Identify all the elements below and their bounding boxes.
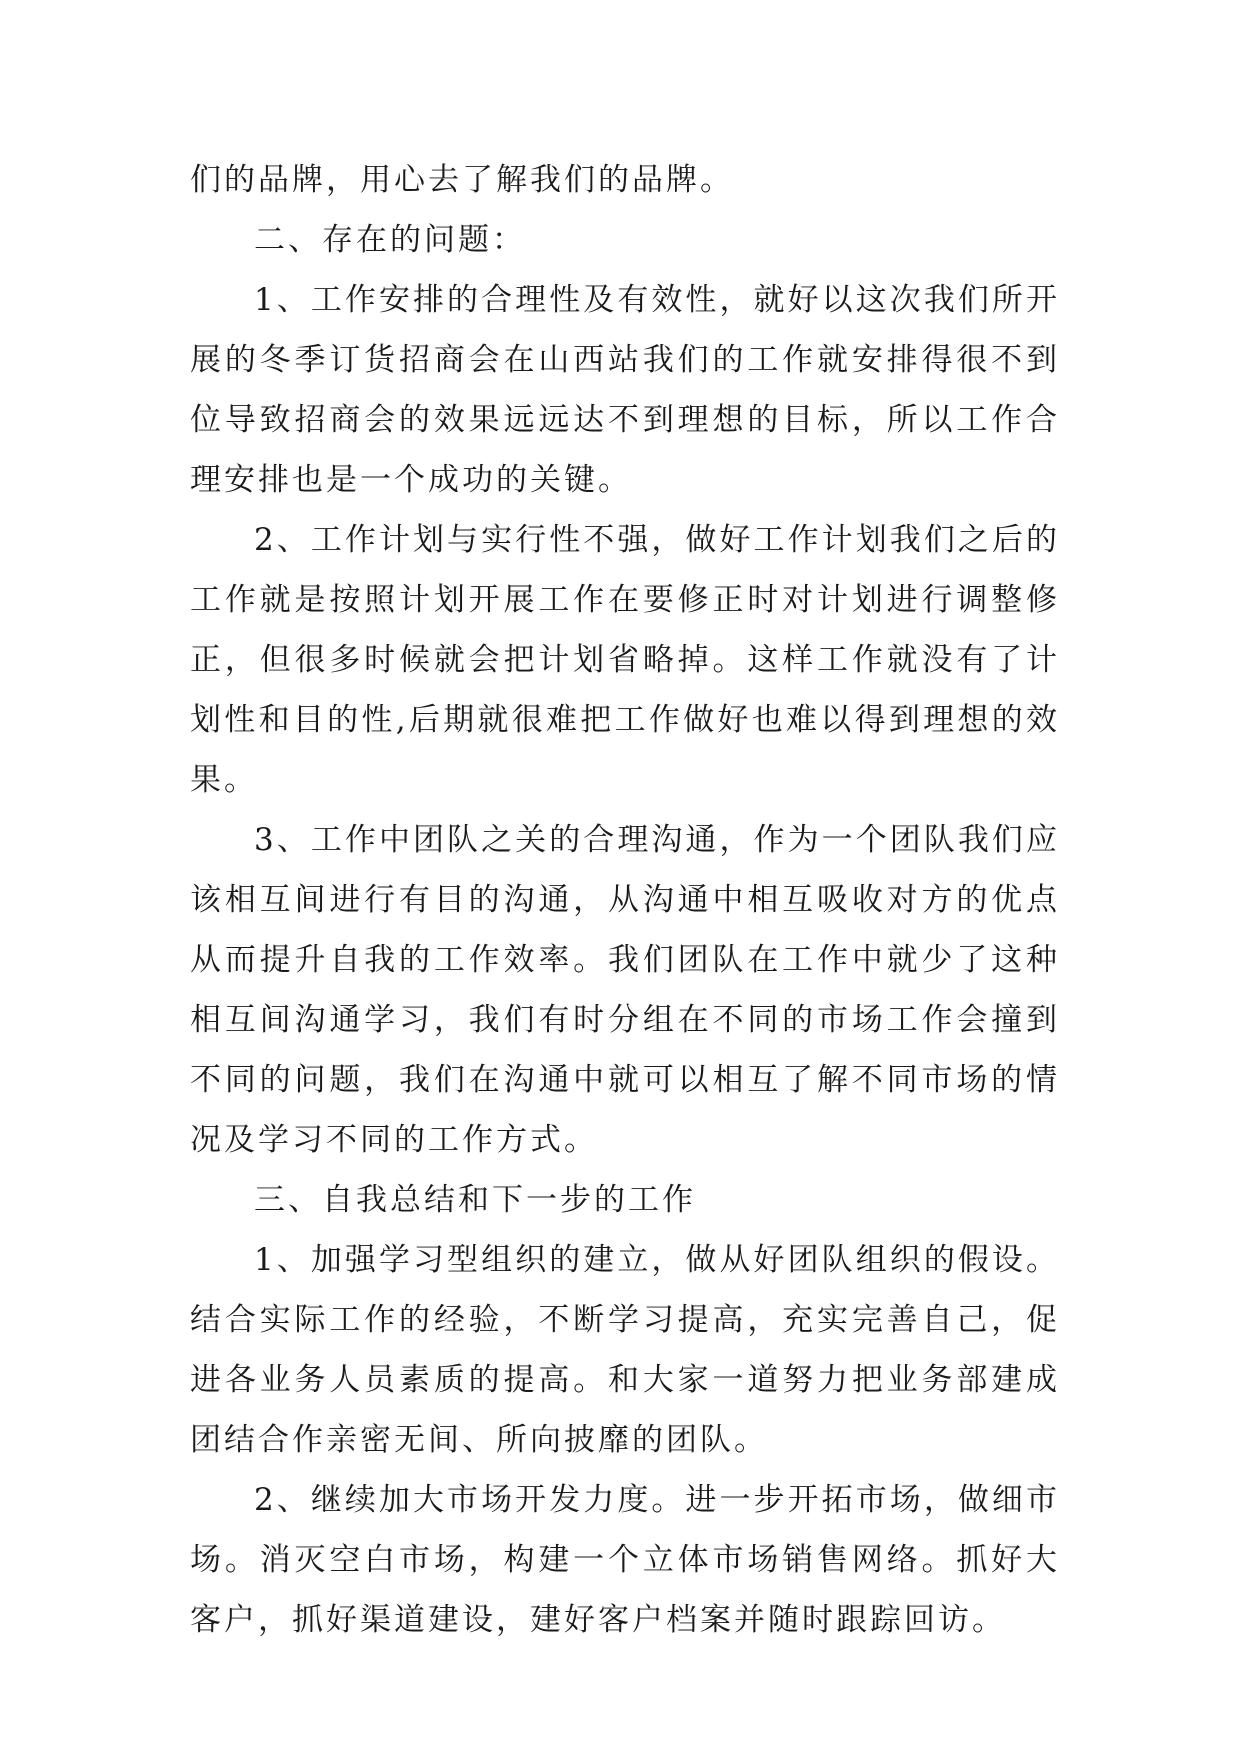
- paragraph-problem-3: 3、工作中团队之关的合理沟通，作为一个团队我们应该相互间进行有目的沟通，从沟通中相互吸收对方的优点从而提升自我的工作效率。我们团队在工作中就少了这种相互间沟通学习，我们有时分组在不同的市场工作会撞到不同的问题，我们在沟通中就可以相互了解不同市场的情况及学习不同的工作方式。: [190, 822, 1060, 1158]
- paragraph-problem-2: 2、工作计划与实行性不强，做好工作计划我们之后的工作就是按照计划开展工作在要修正时对计划进行调整修正，但很多时候就会把计划省略掉。这样工作就没有了计划性和目的性,后期就很难把工作做好也难以得到理想的效果。: [190, 522, 1060, 798]
- paragraph-continuation: 们的品牌，用心去了解我们的品牌。: [190, 162, 734, 198]
- section-heading-summary: 三、自我总结和下一步的工作: [254, 1182, 696, 1218]
- paragraph-problem-1: 1、工作安排的合理性及有效性，就好以这次我们所开展的冬季订货招商会在山西站我们的工作就安排得很不到位导致招商会的效果远远达不到理想的目标，所以工作合理安排也是一个成功的关键。: [190, 282, 1060, 498]
- section-heading-problems: 二、存在的问题：: [254, 222, 526, 258]
- document-body: [190, 150, 1060, 1650]
- paragraph-plan-1: 1、加强学习型组织的建立，做从好团队组织的假设。结合实际工作的经验，不断学习提高，充实完善自己，促进各业务人员素质的提高。和大家一道努力把业务部建成团结合作亲密无间、所向披靡的团队。: [190, 1242, 1060, 1458]
- paragraph-plan-2: 2、继续加大市场开发力度。进一步开拓市场，做细市场。消灭空白市场，构建一个立体市场销售网络。抓好大客户，抓好渠道建设，建好客户档案并随时跟踪回访。: [190, 1482, 1060, 1638]
